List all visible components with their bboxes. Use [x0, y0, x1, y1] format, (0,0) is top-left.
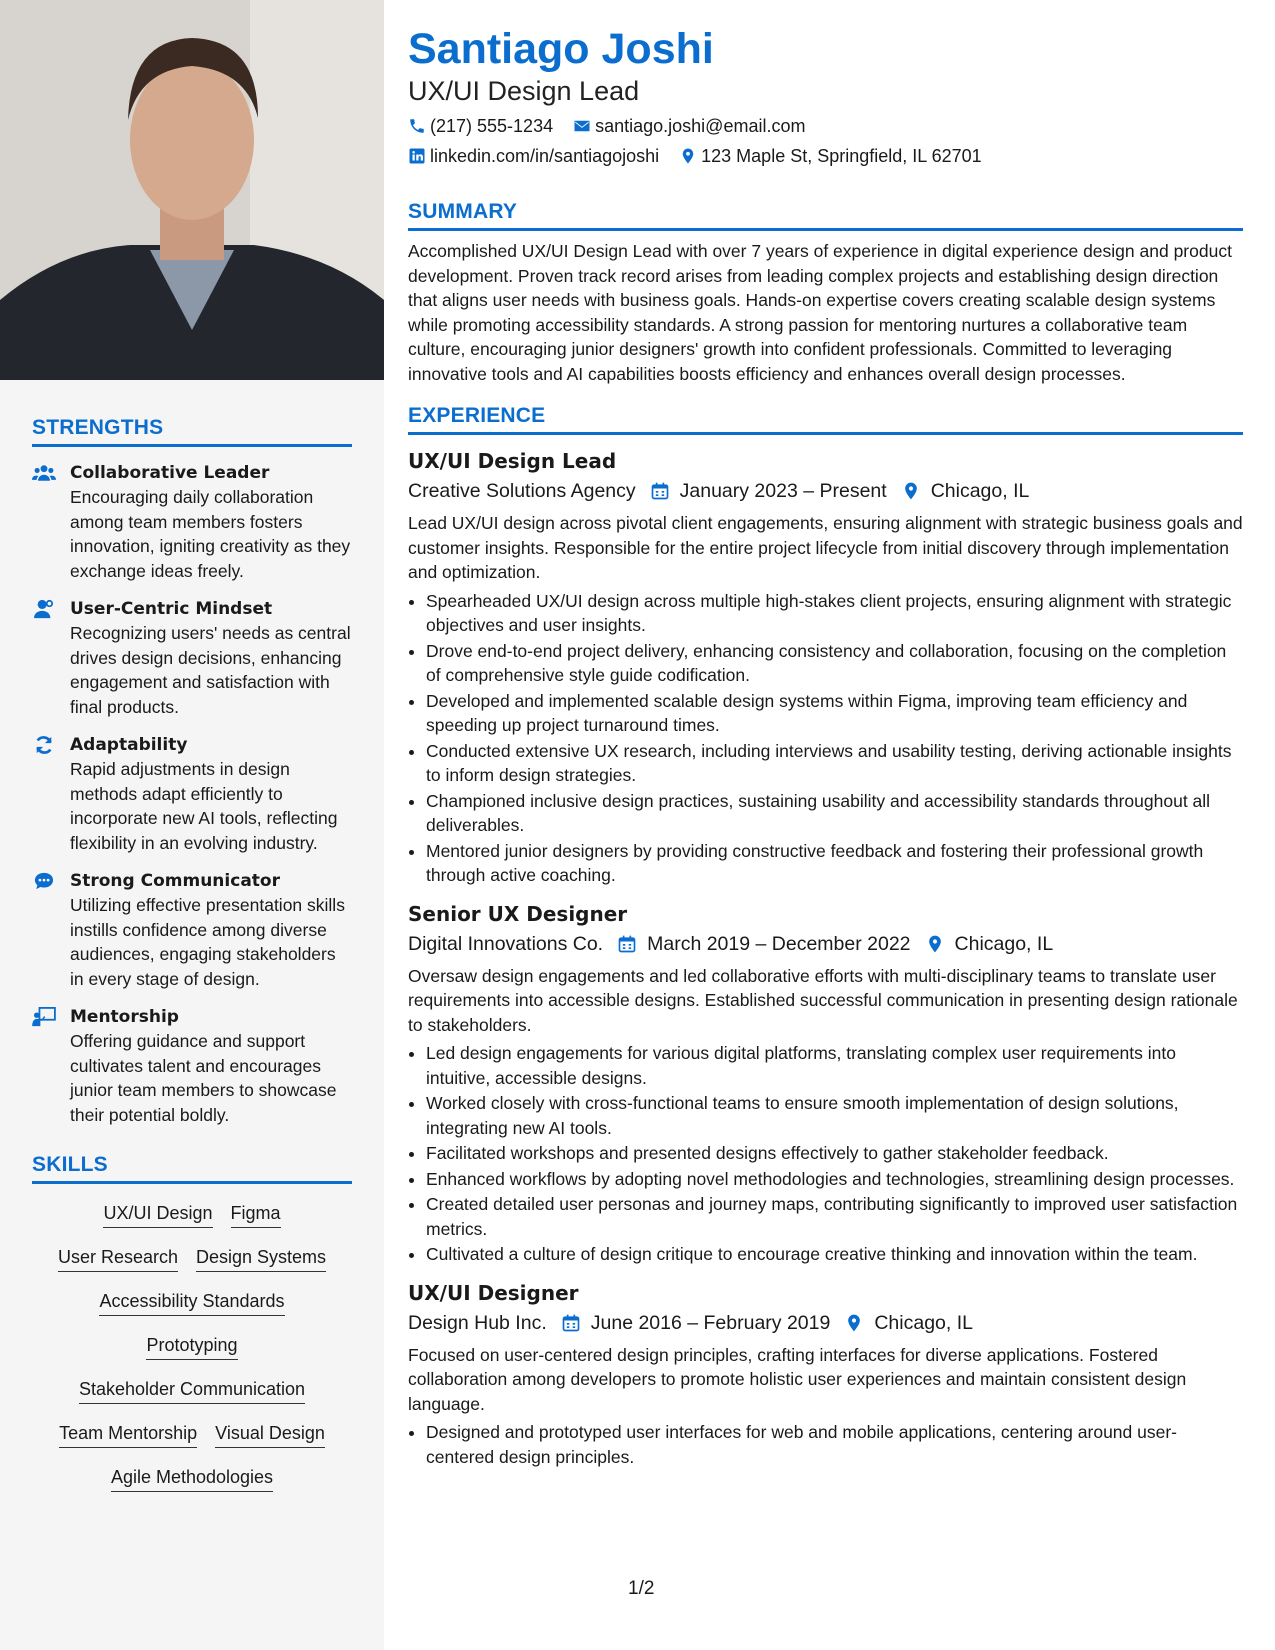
skill-row	[32, 1202, 352, 1228]
experience-heading: EXPERIENCE	[408, 404, 1243, 435]
strength-desc: Rapid adjustments in design methods adapt efficiently to incorporate new AI tools, reflecting flexibility in an evolving industry.	[70, 759, 338, 853]
strength-title: Adaptability	[70, 735, 188, 755]
contact-row-2	[408, 144, 1243, 168]
skill-tag: Design Systems	[196, 1246, 326, 1272]
envelope-icon	[573, 117, 591, 135]
refresh-icon	[32, 733, 70, 855]
contact-row-1	[408, 114, 1243, 138]
job-bullet: • Drove end-to-end project delivery, enhancing consistency and collaboration, focusing on the completion of comprehensive style guide codification.	[426, 639, 1243, 688]
linkedin-icon	[408, 147, 426, 165]
calendar-icon	[561, 1313, 581, 1333]
address: 123 Maple St, Springfield, IL 62701	[679, 144, 982, 168]
job-dates: January 2023 – Present	[679, 480, 887, 502]
summary-text: Accomplished UX/UI Design Lead with over 7 years of experience in digital experience design and product development. Proven track record arises from leading complex projects and establishing design direction that aligns user needs with business goals. Hands-on expertise covers creating scalable design systems while promoting accessibility standards. A strong passion for mentoring nurtures a collaborative team culture, encouraging junior designers' growth into confident professionals. Committed to leveraging innovative tools and AI capabilities boosts efficiency and enhances overall design processes.	[408, 241, 1232, 384]
job-company: Digital Innovations Co.	[408, 932, 604, 955]
chat-icon	[32, 869, 70, 991]
linkedin[interactable]: linkedin.com/in/santiagojoshi	[408, 144, 659, 168]
skill-tag: Stakeholder Communication	[79, 1378, 305, 1404]
phone-icon	[408, 117, 426, 135]
strength-title: User-Centric Mindset	[70, 599, 273, 619]
job-entry	[408, 447, 1243, 888]
job-title: Senior UX Designer	[408, 901, 628, 926]
skill-tag: Prototyping	[146, 1334, 237, 1360]
skill-row	[32, 1378, 352, 1404]
email[interactable]: santiago.joshi@email.com	[573, 114, 805, 138]
job-bullets	[408, 1041, 1243, 1267]
page-number: 1/2	[628, 1578, 655, 1599]
strength-desc: Recognizing users' needs as central drives design decisions, enhancing engagement and satisfaction with final products.	[70, 623, 351, 717]
strengths-heading: STRENGTHS	[32, 416, 352, 447]
job-location: Chicago, IL	[874, 1311, 973, 1334]
map-pin-icon	[901, 481, 921, 501]
skill-row	[32, 1422, 352, 1448]
job-description: Focused on user-centered design principles, crafting interfaces for diverse applications. Fostered collaboration among developers to promote holistic user experiences and maintain consistent design language.	[408, 1344, 1187, 1414]
candidate-role: UX/UI Design Lead	[408, 76, 640, 106]
candidate-name: Santiago Joshi	[408, 25, 714, 73]
job-bullet: • Created detailed user personas and journey maps, contributing significantly to improved user satisfaction metrics.	[426, 1192, 1243, 1241]
profile-photo	[0, 0, 384, 380]
skill-tag: Agile Methodologies	[111, 1466, 273, 1492]
phone: (217) 555-1234	[408, 114, 553, 138]
strength-item	[32, 733, 352, 855]
job-bullet: • Championed inclusive design practices, sustaining usability and accessibility standards throughout all deliverables.	[426, 789, 1243, 838]
job-title: UX/UI Designer	[408, 1280, 579, 1305]
strength-item	[32, 461, 352, 583]
job-bullet: • Spearheaded UX/UI design across multiple high-stakes client projects, ensuring alignment with strategic objectives and user insights.	[426, 589, 1243, 638]
job-bullet: • Mentored junior designers by providing constructive feedback and fostering their professional growth through active coaching.	[426, 839, 1243, 888]
strength-item	[32, 1005, 352, 1127]
strength-desc: Encouraging daily collaboration among team members fosters innovation, igniting creativity as they exchange ideas freely.	[70, 487, 351, 581]
main-content	[408, 0, 1243, 1470]
job-dates: March 2019 – December 2022	[647, 932, 911, 955]
job-company: Creative Solutions Agency	[408, 480, 636, 502]
strength-title: Strong Communicator	[70, 871, 280, 891]
job-meta	[408, 930, 1243, 958]
calendar-icon	[650, 481, 670, 501]
skill-row	[32, 1334, 352, 1360]
skills-heading: SKILLS	[32, 1153, 352, 1184]
job-bullets	[408, 589, 1243, 888]
job-bullet: • Cultivated a culture of design critique to encourage creative thinking and innovation within the team.	[426, 1242, 1243, 1267]
sidebar	[0, 0, 384, 1650]
strength-desc: Utilizing effective presentation skills instills confidence among diverse audiences, engaging stakeholders in every stage of design.	[70, 895, 345, 989]
map-pin-icon	[679, 147, 697, 165]
skill-row	[32, 1466, 352, 1492]
teacher-icon	[32, 1005, 70, 1127]
job-bullet: • Designed and prototyped user interfaces for web and mobile applications, centering around user-centered design principles.	[426, 1420, 1243, 1469]
job-bullet: • Facilitated workshops and presented designs effectively to gather stakeholder feedback.	[426, 1141, 1243, 1166]
job-bullets	[408, 1420, 1243, 1469]
job-bullet: • Enhanced workflows by adopting novel methodologies and technologies, streamlining design processes.	[426, 1167, 1243, 1192]
skill-tag: Visual Design	[215, 1422, 325, 1448]
job-description: Oversaw design engagements and led collaborative efforts with multi-disciplinary teams to translate user requirements into accessible designs. Established successful communication in presenting design rationale to stakeholders.	[408, 965, 1238, 1035]
job-entry	[408, 900, 1243, 1267]
skill-tag: Figma	[231, 1202, 281, 1228]
skill-row	[32, 1246, 352, 1272]
job-meta	[408, 477, 1243, 505]
job-bullet: • Conducted extensive UX research, including interviews and usability testing, deriving actionable insights to inform design strategies.	[426, 739, 1243, 788]
skill-tag: Accessibility Standards	[99, 1290, 284, 1316]
skill-tag: Team Mentorship	[59, 1422, 197, 1448]
users-icon	[32, 461, 70, 583]
strength-desc: Offering guidance and support cultivates talent and encourages junior team members to showcase their potential boldly.	[70, 1031, 337, 1125]
job-meta	[408, 1309, 1243, 1337]
job-bullet: • Worked closely with cross-functional teams to ensure smooth implementation of design solutions, integrating new AI tools.	[426, 1091, 1243, 1140]
job-description: Lead UX/UI design across pivotal client engagements, ensuring alignment with strategic business goals and customer insights. Responsible for the entire project lifecycle from initial discovery through implementation and optimization.	[408, 513, 1243, 582]
skill-row	[32, 1290, 352, 1316]
skills-list	[32, 1202, 352, 1492]
strength-title: Mentorship	[70, 1007, 179, 1027]
job-title: UX/UI Design Lead	[408, 449, 617, 473]
skill-tag: UX/UI Design	[103, 1202, 212, 1228]
skill-tag: User Research	[58, 1246, 178, 1272]
strength-item	[32, 869, 352, 991]
job-dates: June 2016 – February 2019	[590, 1311, 831, 1334]
job-bullet: • Developed and implemented scalable design systems within Figma, improving team efficiency and speeding up project turnaround times.	[426, 689, 1243, 738]
strengths-list	[32, 461, 352, 1127]
job-company: Design Hub Inc.	[408, 1311, 547, 1334]
job-location: Chicago, IL	[930, 480, 1030, 502]
strength-item	[32, 597, 352, 719]
person-photo-icon	[0, 0, 384, 380]
map-pin-icon	[844, 1313, 864, 1333]
job-entry	[408, 1279, 1243, 1470]
calendar-icon	[617, 934, 637, 954]
experience-list	[408, 447, 1243, 1469]
user-gear-icon	[32, 597, 70, 719]
job-bullet: • Led design engagements for various digital platforms, translating complex user requirements into intuitive, accessible designs.	[426, 1041, 1243, 1090]
summary-heading: SUMMARY	[408, 200, 1243, 231]
strength-title: Collaborative Leader	[70, 463, 270, 483]
job-location: Chicago, IL	[954, 932, 1054, 955]
map-pin-icon	[925, 934, 945, 954]
